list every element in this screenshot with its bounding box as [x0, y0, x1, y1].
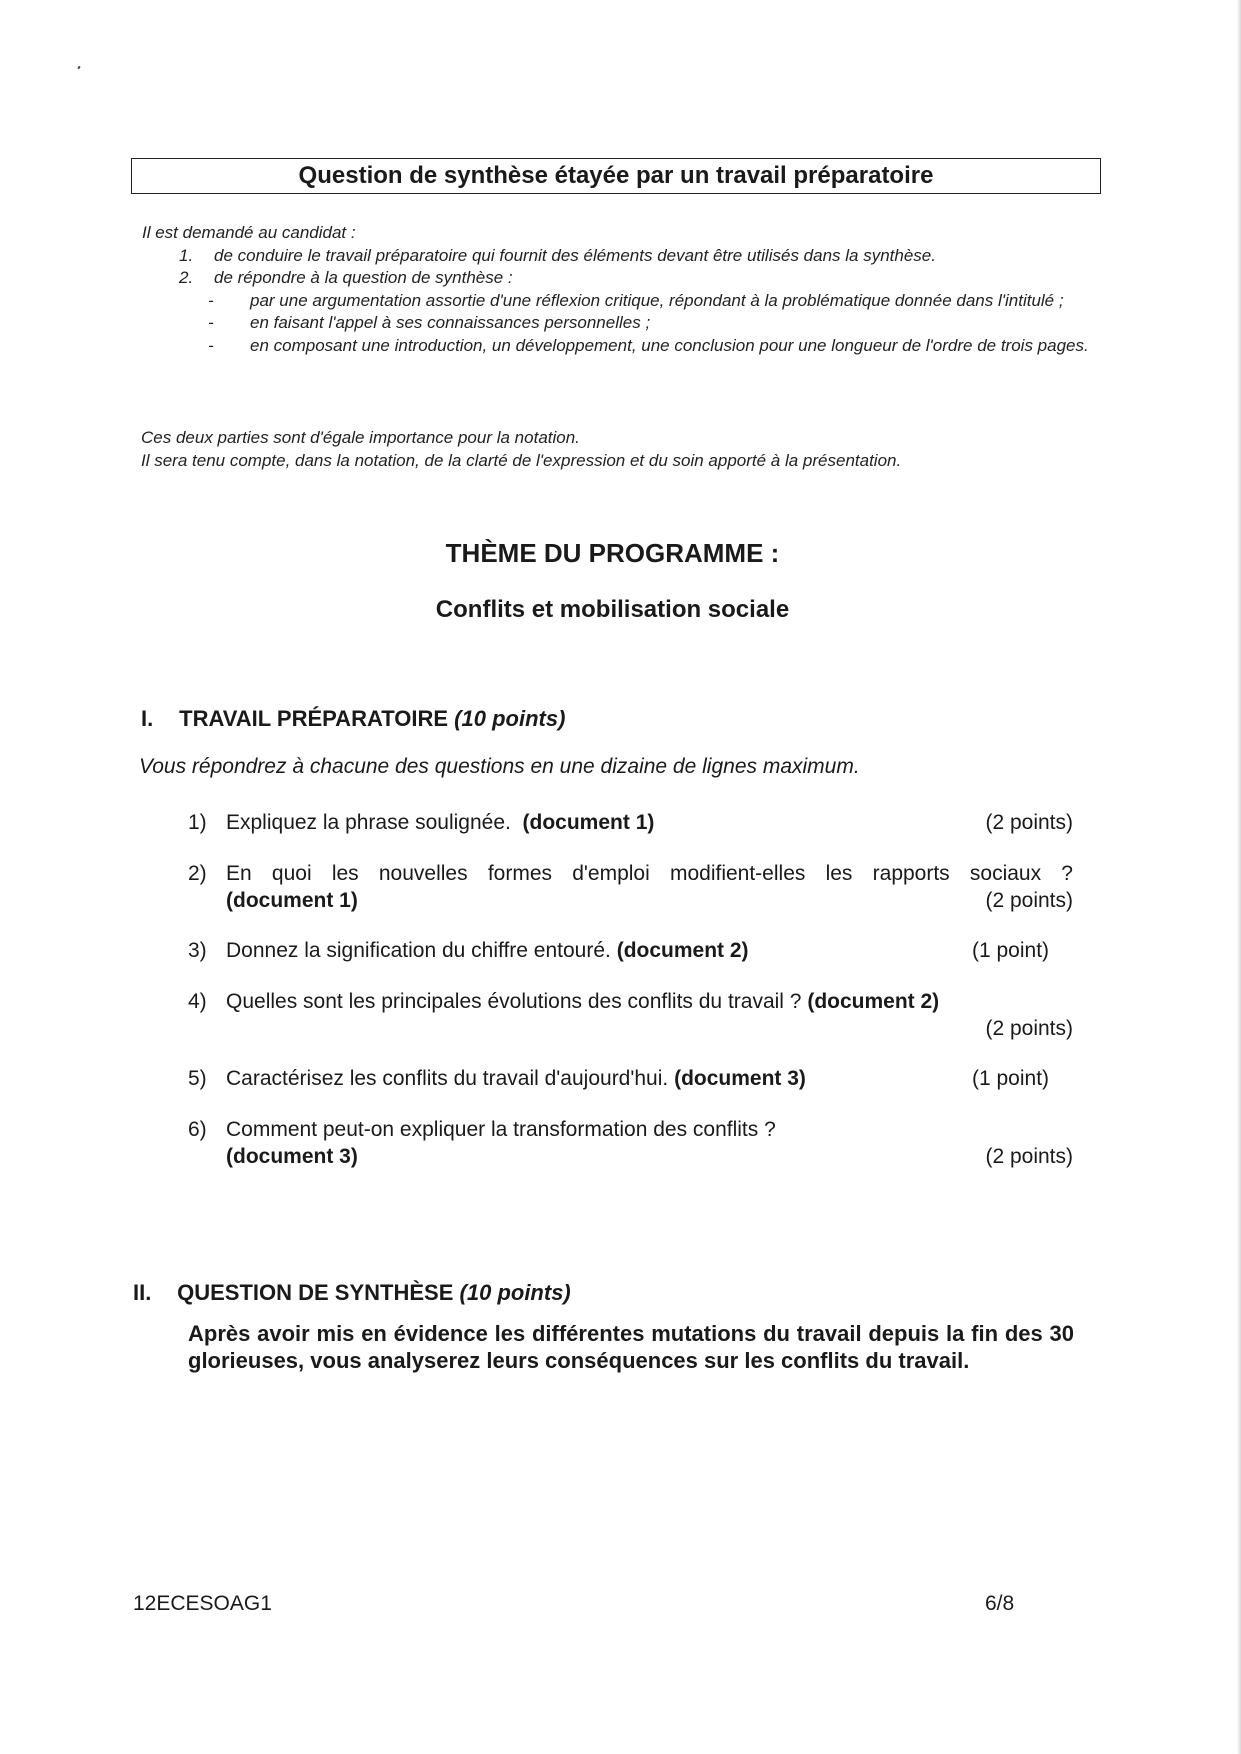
section-title: QUESTION DE SYNTHÈSE — [177, 1280, 454, 1305]
note-line: Ces deux parties sont d'égale importance pour la notation. — [141, 428, 580, 447]
question-text: Comment peut-on expliquer la transformation des conflits ? — [226, 1118, 776, 1141]
instruction-subitem — [142, 290, 1092, 313]
question-text: Quelles sont les principales évolutions des conflits du travail ? — [226, 990, 802, 1013]
question-text: En quoi les nouvelles formes d'emploi modifient-elles les rapports sociaux ? — [226, 862, 1073, 885]
section-points: (10 points) — [454, 706, 566, 731]
theme-title: THÈME DU PROGRAMME : — [445, 538, 780, 568]
page-title: Question de synthèse étayée par un travail préparatoire — [131, 158, 1101, 194]
question-text: Donnez la signification du chiffre entouré. — [226, 939, 611, 962]
question-doc: (document 2) — [807, 990, 940, 1013]
subitem-text: en composant une introduction, un développement, une conclusion pour une longueur de l'ordre de trois pages. — [250, 335, 1089, 355]
instruction-item — [142, 267, 1092, 290]
dash-bullet: - — [208, 335, 214, 355]
dash-bullet: - — [208, 313, 214, 332]
question-doc: (document 2) — [616, 939, 749, 962]
question-number: 6) — [188, 1118, 207, 1141]
question-doc: (document 1) — [522, 811, 655, 834]
question-points: (2 points) — [985, 1017, 1073, 1040]
scan-speck — [77, 66, 80, 70]
question-number: 1) — [188, 811, 207, 834]
dash-bullet: - — [208, 290, 214, 310]
question-text: Expliquez la phrase soulignée. — [226, 811, 511, 834]
question-item — [188, 1065, 1073, 1092]
section-2-heading — [133, 1280, 571, 1306]
instruction-text: de conduire le travail préparatoire qui fournit des éléments devant être utilisés dans la synthèse. — [214, 245, 936, 265]
note-line: Il sera tenu compte, dans la notation, de la clarté de l'expression et du soin apporté à la présentation. — [141, 451, 902, 470]
scan-edge — [1237, 0, 1241, 1754]
section-1-intro: Vous répondrez à chacune des questions en une dizaine de lignes maximum. — [139, 755, 860, 778]
question-item — [188, 937, 1073, 964]
instruction-subitem — [142, 312, 1092, 335]
question-item — [188, 988, 1073, 1040]
section-1-heading — [141, 706, 565, 732]
question-points: (2 points) — [985, 811, 1073, 834]
grading-notes — [141, 426, 901, 472]
question-points: (2 points) — [985, 889, 1073, 912]
section-points: (10 points) — [459, 1280, 571, 1305]
question-points: (1 point) — [972, 1067, 1050, 1090]
instructions-block — [142, 222, 1092, 357]
question-text: Caractérisez les conflits du travail d'aujourd'hui. — [226, 1067, 669, 1090]
subitem-text: par une argumentation assortie d'une réflexion critique, répondant à la problématique donnée dans l'intitulé ; — [250, 290, 1064, 310]
question-number: 5) — [188, 1067, 207, 1090]
instruction-subitem — [142, 335, 1092, 358]
question-number: 3) — [188, 939, 207, 962]
question-number: 4) — [188, 990, 207, 1013]
exam-code: 12ECESOAG1 — [133, 1592, 272, 1615]
instruction-text: de répondre à la question de synthèse : — [214, 268, 513, 287]
instruction-item — [142, 245, 1092, 268]
page-number: 6/8 — [985, 1592, 1015, 1615]
question-item — [188, 809, 1073, 836]
instruction-number: 2. — [179, 268, 194, 287]
question-points: (2 points) — [985, 1145, 1073, 1168]
question-points: (1 point) — [972, 939, 1050, 962]
section-title: TRAVAIL PRÉPARATOIRE — [179, 706, 449, 731]
question-item — [188, 1116, 1073, 1170]
subitem-text: en faisant l'appel à ses connaissances personnelles ; — [250, 313, 651, 332]
question-number: 2) — [188, 862, 207, 885]
instructions-intro: Il est demandé au candidat : — [142, 223, 356, 242]
question-item — [188, 860, 1073, 914]
theme-subtitle: Conflits et mobilisation sociale — [435, 596, 790, 623]
question-doc: (document 3) — [226, 1145, 358, 1168]
synthesis-question: Après avoir mis en évidence les différentes mutations du travail depuis la fin des 30 glorieuses, vous analyserez leurs conséquences sur les conflits du travail. — [188, 1321, 1074, 1373]
section-number: II. — [133, 1280, 152, 1305]
question-doc: (document 3) — [674, 1067, 806, 1090]
instruction-number: 1. — [179, 245, 194, 265]
question-doc: (document 1) — [226, 889, 358, 912]
section-number: I. — [141, 706, 154, 731]
